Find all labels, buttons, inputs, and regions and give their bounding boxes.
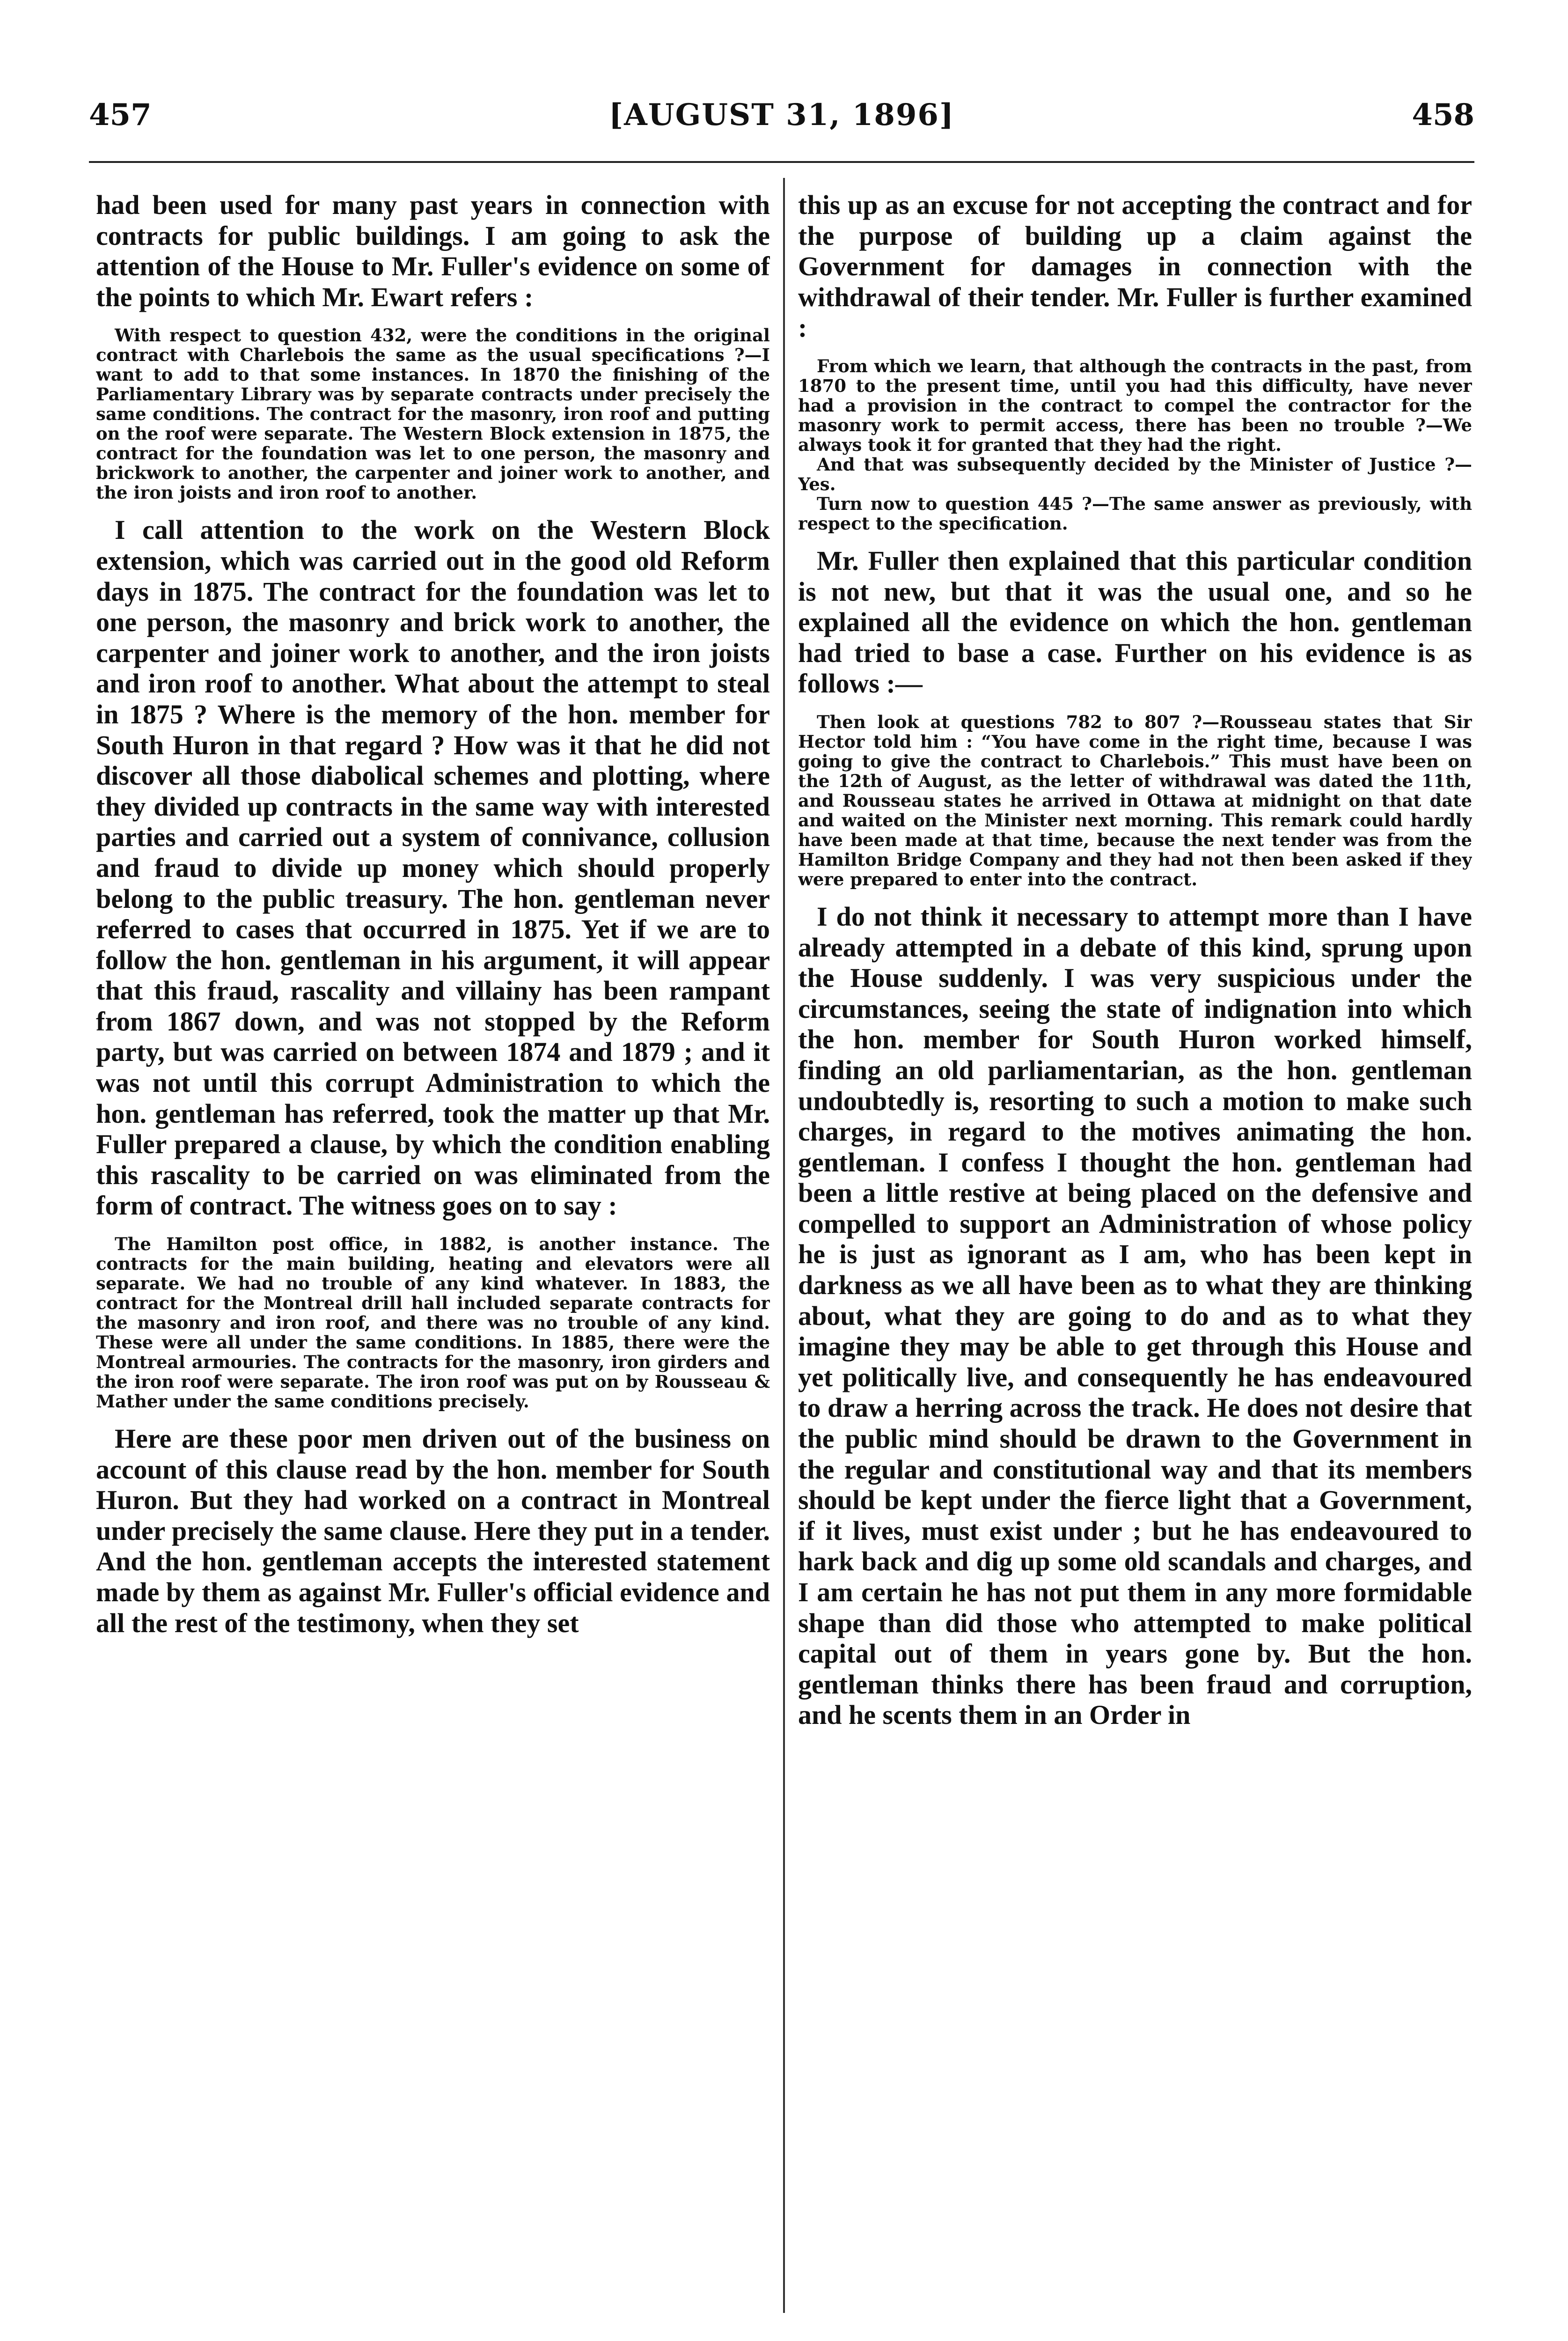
right-paragraph-1: this up as an excuse for not accepting the contract and for the purpose of building up a claim against the Government for damages in connection with the withdrawal of their tender. Mr. Fuller is further examined : (798, 190, 1472, 343)
left-paragraph-1: had been used for many past years in connection with contracts for public buildings. I am going to ask the attention of the House to Mr. Fuller's evidence on some of the points to which Mr. Ewart refers : (96, 190, 770, 312)
left-page-number: 457 (89, 97, 152, 133)
right-paragraph-2: Mr. Fuller then explained that this particular condition is not new, but that it was the usual one, and so he explained all the evidence on which the hon. gentleman had tried to base a case. Further on his evidence is as follows :— (798, 545, 1472, 699)
right-quote-1-part-c: Turn now to question 445 ?—The same answer as previously, with respect to the specification. (798, 493, 1472, 534)
left-quote-1: With respect to question 432, were the conditions in the original contract with Charlebois the same as the usual specifications ?—I want to add to that some instances. In 1870 the finishing of the Parliamentary Library was by separate contracts under precisely the same conditions. The contract for the masonry, iron roof and putting on the roof were separate. The Western Block extension in 1875, the contract for the foundation was let to one person, the masonry and brickwork to another, the carpenter and joiner work to another, and the iron joists and iron roof to another. (96, 325, 770, 503)
page-header (89, 88, 1474, 133)
left-column (96, 190, 770, 2297)
header-rule (89, 161, 1474, 163)
right-quote-1 (798, 356, 1472, 533)
page-date-title: [AUGUST 31, 1896] (608, 97, 955, 133)
column-divider (783, 178, 785, 2313)
right-column (798, 190, 1472, 2297)
left-paragraph-2: I call attention to the work on the Western Block extension, which was carried out in the good old Reform days in 1875. The contract for the foundation was let to one person, the masonry and brick work to another, the carpenter and joiner work to another, and the iron joists and iron roof to another. What about the attempt to steal in 1875 ? Where is the memory of the hon. member for South Huron in that regard ? How was it that he did not discover all those diabolical schemes and plotting, where they divided up contracts in the same way with interested parties and carried out a system of connivance, collusion and fraud to divide up money which should properly belong to the public treasury. The hon. gentleman never referred to cases that occurred in 1875. Yet if we are to follow the hon. gentleman in his argument, it will appear that this fraud, rascality and villainy has been rampant from 1867 down, and was not stopped by the Reform party, but was carried on between 1874 and 1879 ; and it was not until this corrupt Administration to which the hon. gentleman has referred, took the matter up that Mr. Fuller prepared a clause, by which the condition enabling this rascality to be carried on was eliminated from the form of contract. The witness goes on to say : (96, 515, 770, 1221)
right-page-number: 458 (1412, 97, 1474, 133)
left-quote-2: The Hamilton post office, in 1882, is another instance. The contracts for the main building, heating and elevators were all separate. We had no trouble of any kind whatever. In 1883, the contract for the Montreal drill hall included separate contracts for the masonry and iron roof, and there was no trouble of any kind. These were all under the same conditions. In 1885, there were the Montreal armouries. The contracts for the masonry, iron girders and the iron roof were separate. The iron roof was put on by Rousseau & Mather under the same conditions precisely. (96, 1234, 770, 1412)
right-quote-1-part-b: And that was subsequently decided by the Minister of Justice ?—Yes. (798, 454, 1472, 494)
right-quote-1-part-a: From which we learn, that although the contracts in the past, from 1870 to the present time, until you had this difficulty, have never had a provision in the contract to compel the contractor for the masonry work to permit access, there has been no trouble ?—We always took it for granted that they had the right. (798, 355, 1472, 455)
right-paragraph-3: I do not think it necessary to attempt more than I have already attempted in a debate of this kind, sprung upon the House suddenly. I was very suspicious under the circumstances, seeing the state of indignation into which the hon. member for South Huron worked himself, finding an old parliamentarian, as the hon. gentleman undoubtedly is, resorting to such a motion to make such charges, in regard to the motives animating the hon. gentleman. I confess I thought the hon. gentleman had been a little restive at being placed on the defensive and compelled to support an Administration of whose policy he is just as ignorant as I am, who has been kept in darkness as we all have been as to what they are thinking about, what they are going to do and as to what they imagine they may be able to get through this House and yet politically live, and consequently he has endeavoured to draw a herring across the track. He does not desire that the public mind should be drawn to the Government in the regular and constitutional way and that its members should be kept under the fierce light that a Government, if it lives, must exist under ; but he has endeavoured to hark back and dig up some old scandals and charges, and I am certain he has not put them in any more formidable shape than did those who attempted to make political capital out of them in years gone by. But the hon. gentleman thinks there has been fraud and corruption, and he scents them in an Order in (798, 901, 1472, 1730)
right-quote-2: Then look at questions 782 to 807 ?—Rousseau states that Sir Hector told him : “You have come in the right time, because I was going to give the contract to Charlebois.” This must have been on the 12th of August, as the letter of withdrawal was dated the 11th, and Rousseau states he arrived in Ottawa at midnight on that date and waited on the Minister next morning. This remark could hardly have been made at that time, because the next tender was from the Hamilton Bridge Company and they had not then been asked if they were prepared to enter into the contract. (798, 711, 1472, 890)
left-paragraph-3: Here are these poor men driven out of the business on account of this clause read by the hon. member for South Huron. But they had worked on a contract in Montreal under precisely the same clause. Here they put in a tender. And the hon. gentleman accepts the interested statement made by them as against Mr. Fuller's official evidence and all the rest of the testimony, when they set (96, 1423, 770, 1638)
